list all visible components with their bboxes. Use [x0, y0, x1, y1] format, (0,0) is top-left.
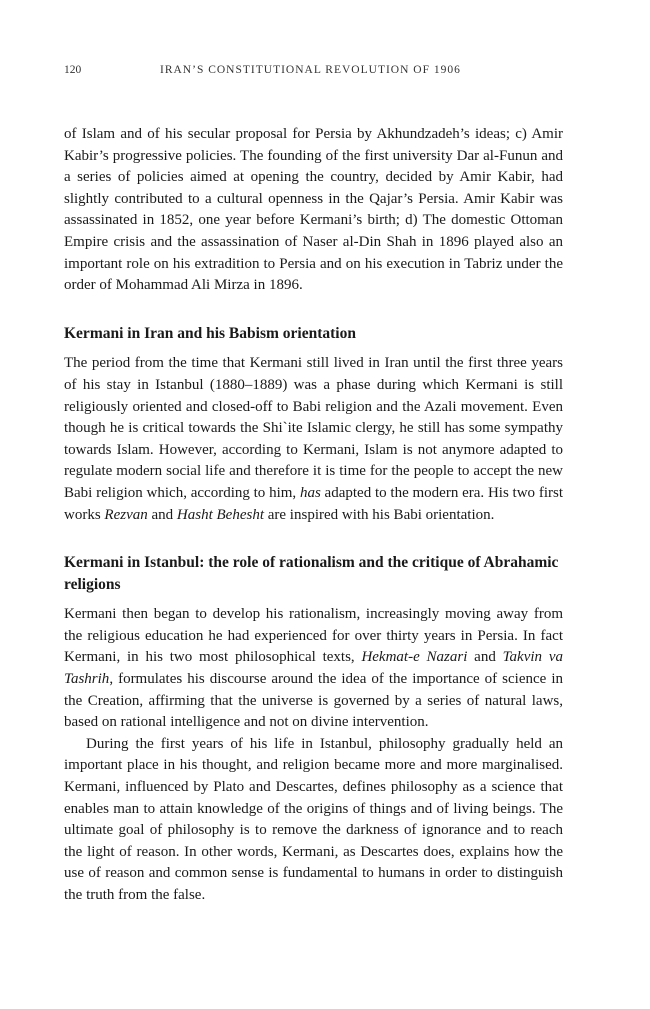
babism-text-b: adapted to the modern era. His two first works — [64, 484, 564, 523]
rationalism-text-b: and — [467, 649, 503, 666]
section-heading-istanbul: Kermani in Istanbul: the role of rationalism and the critique of Abrahamic religions — [64, 554, 559, 593]
intro-paragraph: of Islam and of his secular proposal for Persia by Akhundzadeh’s ideas; c) Amir Kabir’s progressive policies. The founding of the first university Dar al-Funun and a series of policies aimed at opening the country, decided by Amir Kabir, had slightly contributed to a cultural openness in the Qajar’s Persia. Amir Kabir was assassinated in 1852, one year before Kermani’s birth; d) The domestic Ottoman Empire crisis and the assassination of Naser al-Din Shah in 1896 played also an important role on his extradition to Persia and on his execution in Tabriz under the order of Mohammad Ali Mirza in 1896. — [64, 126, 563, 294]
rationalism-text-c: , formulates his discourse around the idea of the importance of science in the Creation, affirming that the universe is governed by a series of natural laws, based on rational intelligence and not on divine intervention. — [64, 671, 563, 731]
philosophy-paragraph: During the first years of his life in Istanbul, philosophy gradually held an important place in his thought, and religion became more and more marginalised. Kermani, influenced by Plato and Descartes, defines philosophy as a science that enables man to attain knowledge of the origins of things and of living beings. The ultimate goal of philosophy is to remove the darkness of ignorance and to reach the light of reason. In other words, Kermani, as Descartes does, explains how the use of reason and common sense is fundamental to humans in order to distinguish the truth from the false. — [64, 735, 563, 903]
body-text — [64, 124, 563, 907]
babism-text-c: and — [147, 506, 177, 523]
babism-text-a: The period from the time that Kermani still lived in Iran until the first three years of his stay in Istanbul (1880–1889) was a phase during which Kermani is still religiously oriented and closed-off to Babi religion and the Azali movement. Even though he is critical towards the Shi`ite Islamic clergy, he still has some sympathy towards Islam. However, according to Kermani, Islam is not anymore adapted to regulate modern social life and therefore it is time for the people to accept the new Babi religion which, according to him, — [64, 355, 563, 501]
babism-text-d: are inspired with his Babi orientation. — [264, 506, 495, 523]
page-number: 120 — [64, 64, 82, 76]
rationalism-paragraph — [64, 604, 563, 734]
babism-paragraph — [64, 353, 563, 526]
running-title: IRAN’S CONSTITUTIONAL REVOLUTION OF 1906 — [160, 64, 461, 76]
work-title-takvin-va-tashrih: Takvin va Tashrih — [64, 649, 563, 688]
work-title-rezvan: Rezvan — [104, 506, 148, 523]
running-header — [64, 64, 584, 80]
section-heading-babism: Kermani in Iran and his Babism orientation — [64, 324, 356, 342]
babism-emphasis-has: has — [299, 484, 321, 501]
rationalism-text-a: Kermani then began to develop his rationalism, increasingly moving away from the religious education he had experienced for over thirty years in Persia. In fact Kermani, in his two most philosophical texts, — [64, 606, 563, 666]
work-title-hekmat-e-nazari: Hekmat-e Nazari — [361, 649, 468, 666]
work-title-hasht-behesht: Hasht Behesht — [176, 506, 264, 523]
